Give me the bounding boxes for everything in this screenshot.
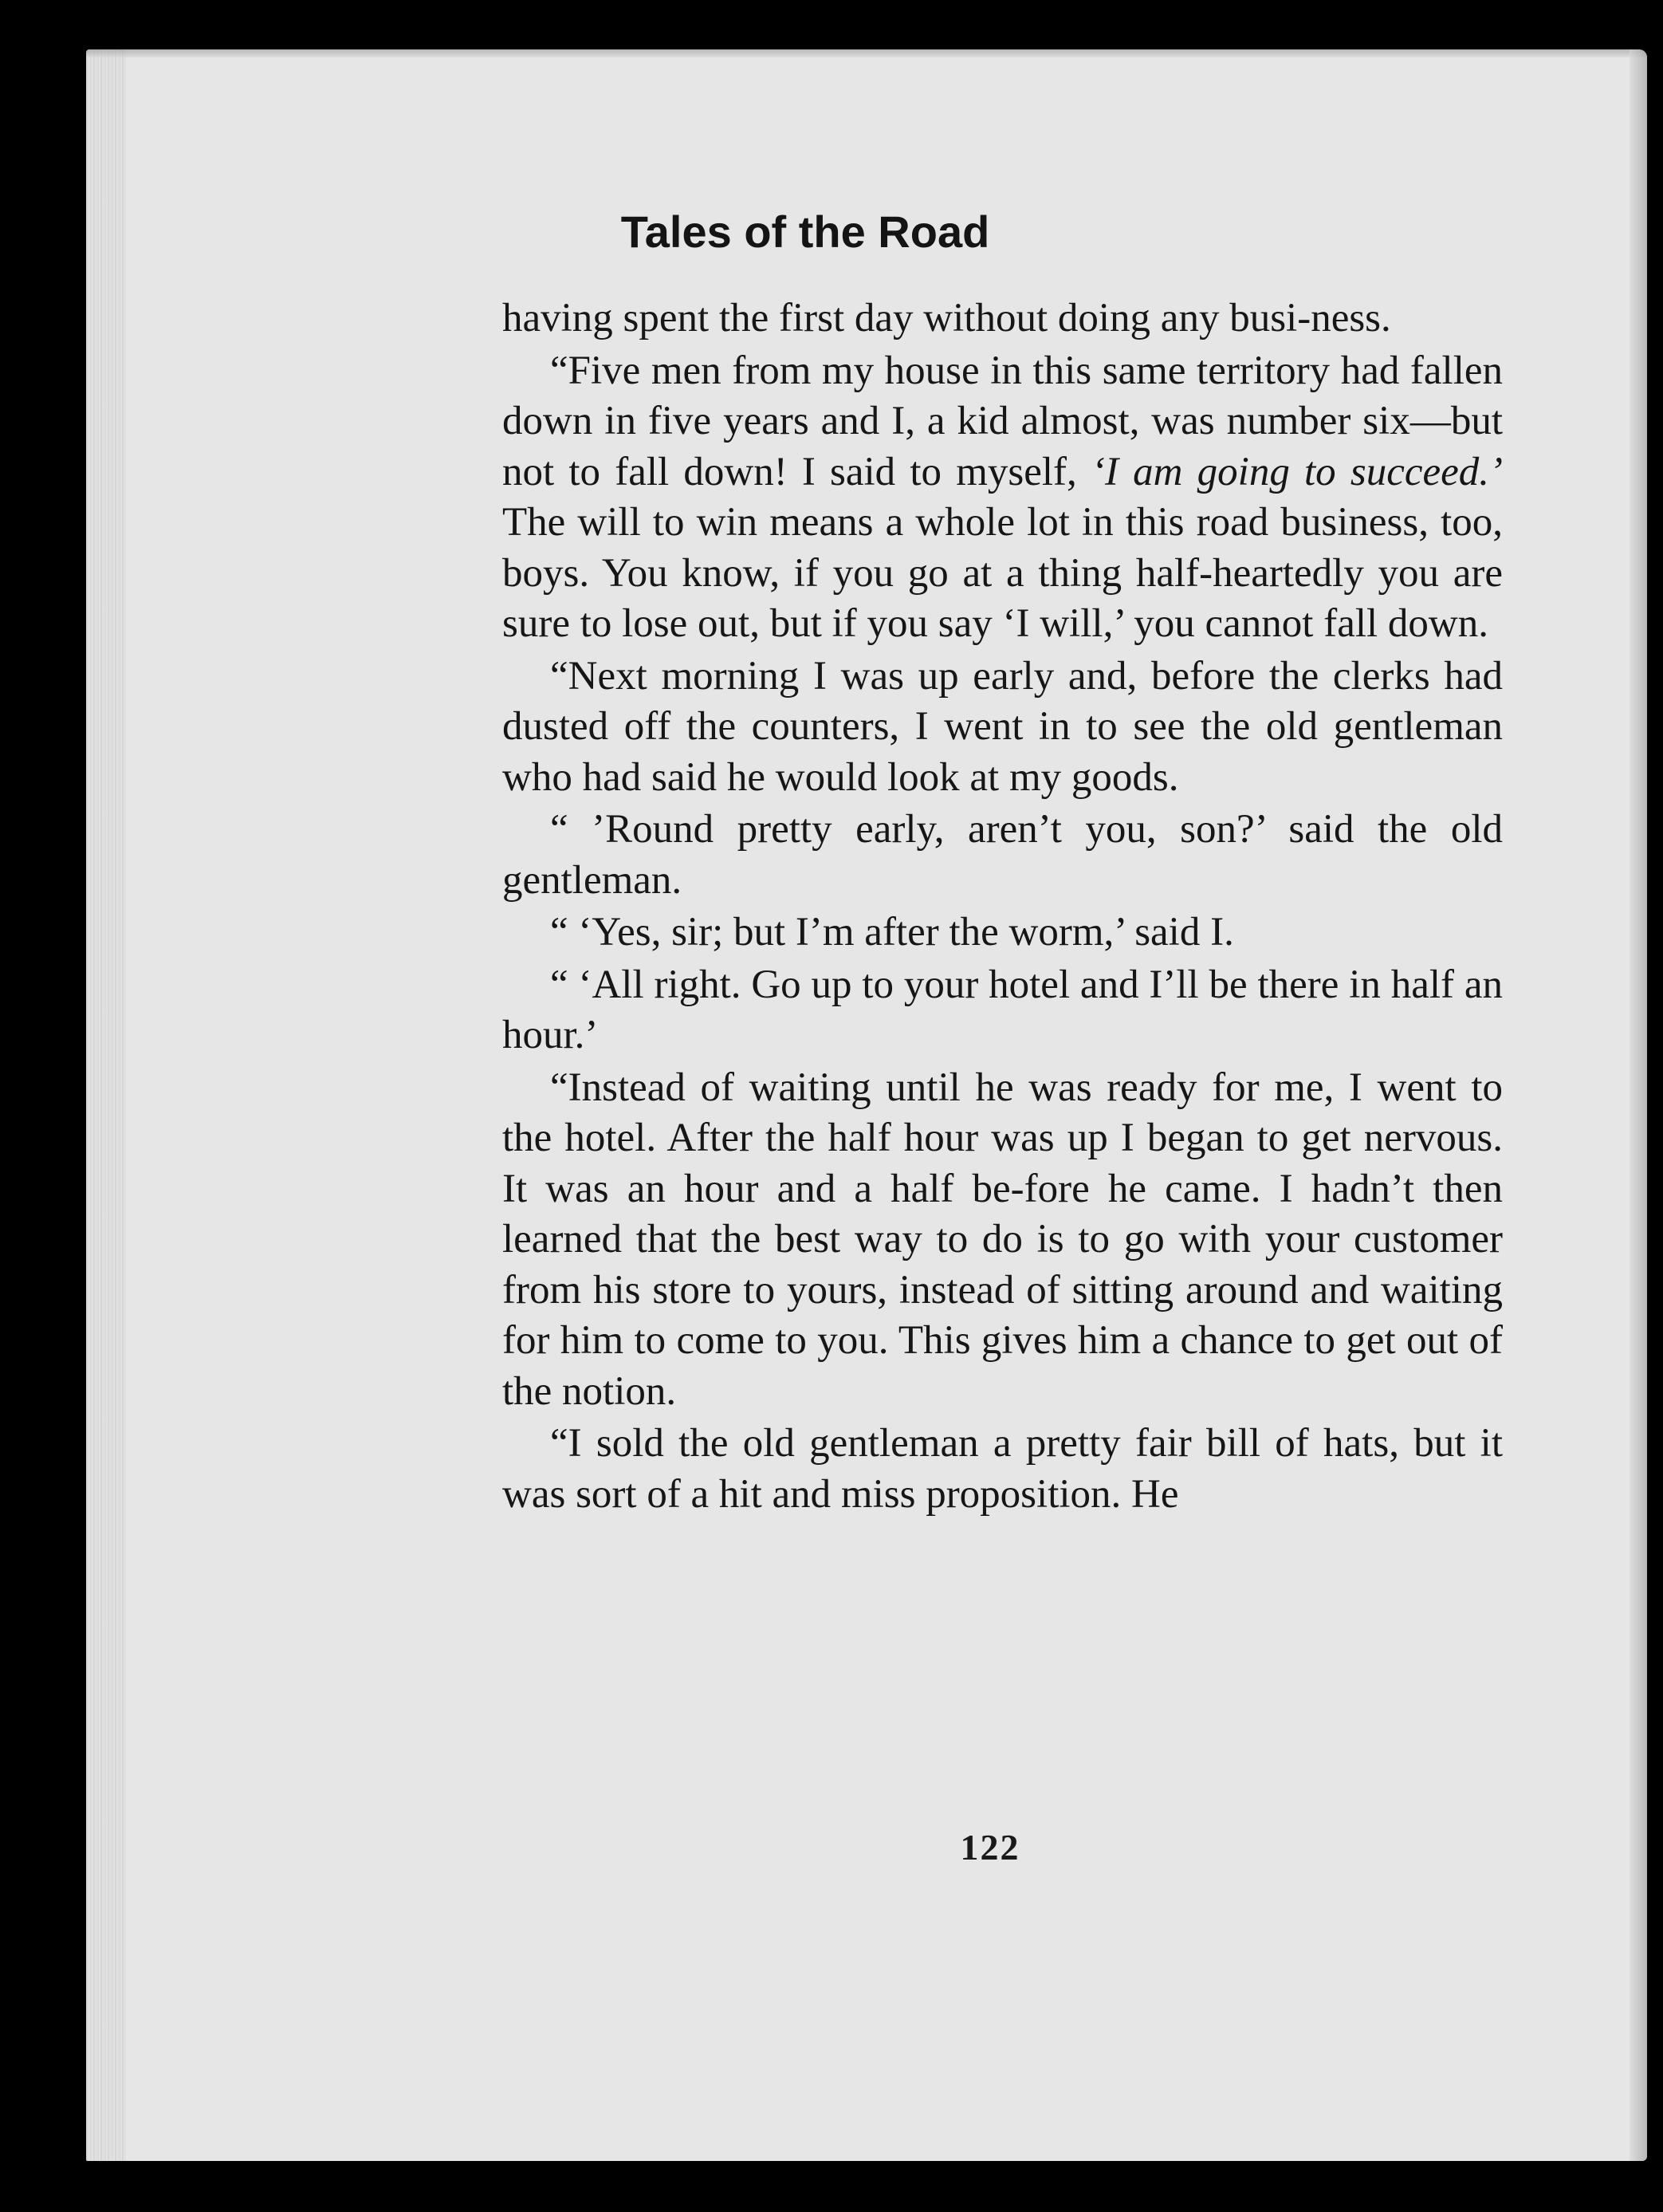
page-number: 122 (960, 1827, 1020, 1868)
running-head-text: Tales of the Road (620, 207, 990, 257)
text-run: “ ‘Yes, sir; but I’m after the worm,’ said I. (550, 910, 1234, 954)
page-edge-top (86, 49, 1647, 57)
paragraph (502, 293, 1503, 344)
paragraph (502, 907, 1503, 958)
paragraph (502, 651, 1503, 804)
page-stack-edge-left (86, 49, 126, 2161)
text-run: “Instead of waiting until he was ready for me, I went to the hotel. After the half hour was up I began to get nervous. It was an hour and a half be-fore he came. I hadn’t then learned that the best way to do is to go with your customer from his store to yours, instead of sitting around and waiting for him to come to you. This gives him a chance to get out of the notion. (502, 1065, 1503, 1414)
body-text (502, 293, 1503, 1520)
text-run: The will to win means a whole lot in this road business, too, boys. You know, if you go at a thing half-heartedly you are sure to lose out, but if you say ‘I will,’ you cannot fall down. (502, 500, 1503, 646)
text-run: “Five men from my house in this same territory had fallen down in five years and I, a kid almost, was number six—but not to fall down! I said to myself, (502, 348, 1503, 494)
text-run: “ ‘All right. Go up to your hotel and I’ll be there in half an hour.’ (502, 962, 1503, 1057)
paragraph (502, 1419, 1503, 1520)
paragraph (502, 346, 1503, 650)
page-edge-right (1630, 49, 1647, 2161)
paragraph (502, 1063, 1503, 1418)
text-run: “I sold the old gentleman a pretty fair bill of hats, but it was sort of a hit and miss proposition. He (502, 1421, 1503, 1517)
paragraph (502, 805, 1503, 906)
text-run: “ ’Round pretty early, aren’t you, son?’ said the old gentleman. (502, 807, 1503, 903)
text-run: “Next morning I was up early and, before the clerks had dusted off the counters, I went in to see the old gentleman who had said he would look at my goods. (502, 653, 1503, 800)
italic-text: ‘I am going to succeed.’ (1091, 449, 1503, 494)
text-run: having spent the first day without doing any busi-ness. (502, 296, 1391, 340)
paragraph (502, 960, 1503, 1061)
